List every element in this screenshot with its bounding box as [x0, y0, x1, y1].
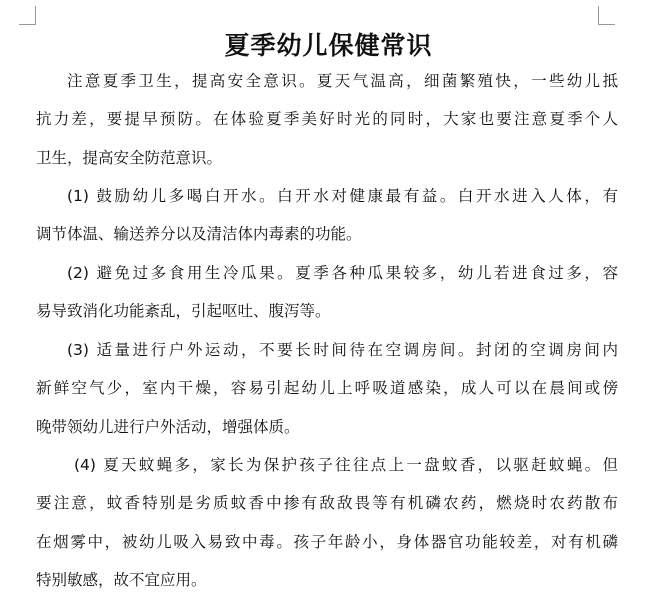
- paragraph-line: (1) 鼓励幼儿多喝白开水。白开水对健康最有益。白开水进入人体，有: [67, 187, 618, 205]
- paragraph-item-2: [36, 254, 618, 331]
- paragraph-item-3: [36, 331, 618, 446]
- paragraph-line: 要注意，蚊香特别是劣质蚊香中掺有敌敌畏等有机磷农药，燃烧时农药散布: [36, 494, 618, 513]
- paragraph-line: 易导致消化功能紊乱，引起呕吐、腹泻等。: [36, 302, 331, 321]
- paragraph-line: 新鲜空气少，室内干燥，容易引起幼儿上呼吸道感染，成人可以在晨间或傍: [36, 379, 618, 398]
- document-title: 夏季幼儿保健常识: [224, 31, 433, 60]
- paragraph-line: (2) 避免过多食用生冷瓜果。夏季各种瓜果较多，幼儿若进食过多，容: [67, 264, 618, 282]
- page-corner-mark-top-left: [19, 6, 36, 25]
- paragraph-line: 特别敏感，故不宜应用。: [36, 571, 207, 590]
- paragraph-intro: [36, 62, 618, 177]
- paragraph-item-1: [36, 177, 618, 254]
- paragraph-line: (4) 夏天蚊蝇多，家长为保护孩子往往点上一盘蚊香，以驱赶蚊蝇。但: [74, 456, 618, 474]
- page-corner-mark-top-right: [598, 6, 615, 25]
- paragraph-line: 抗力差，要提早预防。在体验夏季美好时光的同时，大家也要注意夏季个人: [36, 110, 618, 129]
- paragraph-line: 卫生，提高安全防范意识。: [36, 148, 223, 167]
- paragraph-line: 晚带领幼儿进行户外活动，增强体质。: [36, 417, 300, 436]
- paragraph-line: (3) 适量进行户外运动，不要长时间待在空调房间。封闭的空调房间内: [67, 341, 618, 359]
- paragraph-line: 调节体温、输送养分以及清洁体内毒素的功能。: [36, 225, 362, 244]
- paragraph-line: 在烟雾中，被幼儿吸入易致中毒。孩子年龄小，身体器官功能较差，对有机磷: [36, 532, 618, 551]
- paragraph-line: 注意夏季卫生，提高安全意识。夏天气温高，细菌繁殖快，一些幼儿抵: [67, 72, 618, 90]
- paragraph-item-4: [36, 446, 618, 600]
